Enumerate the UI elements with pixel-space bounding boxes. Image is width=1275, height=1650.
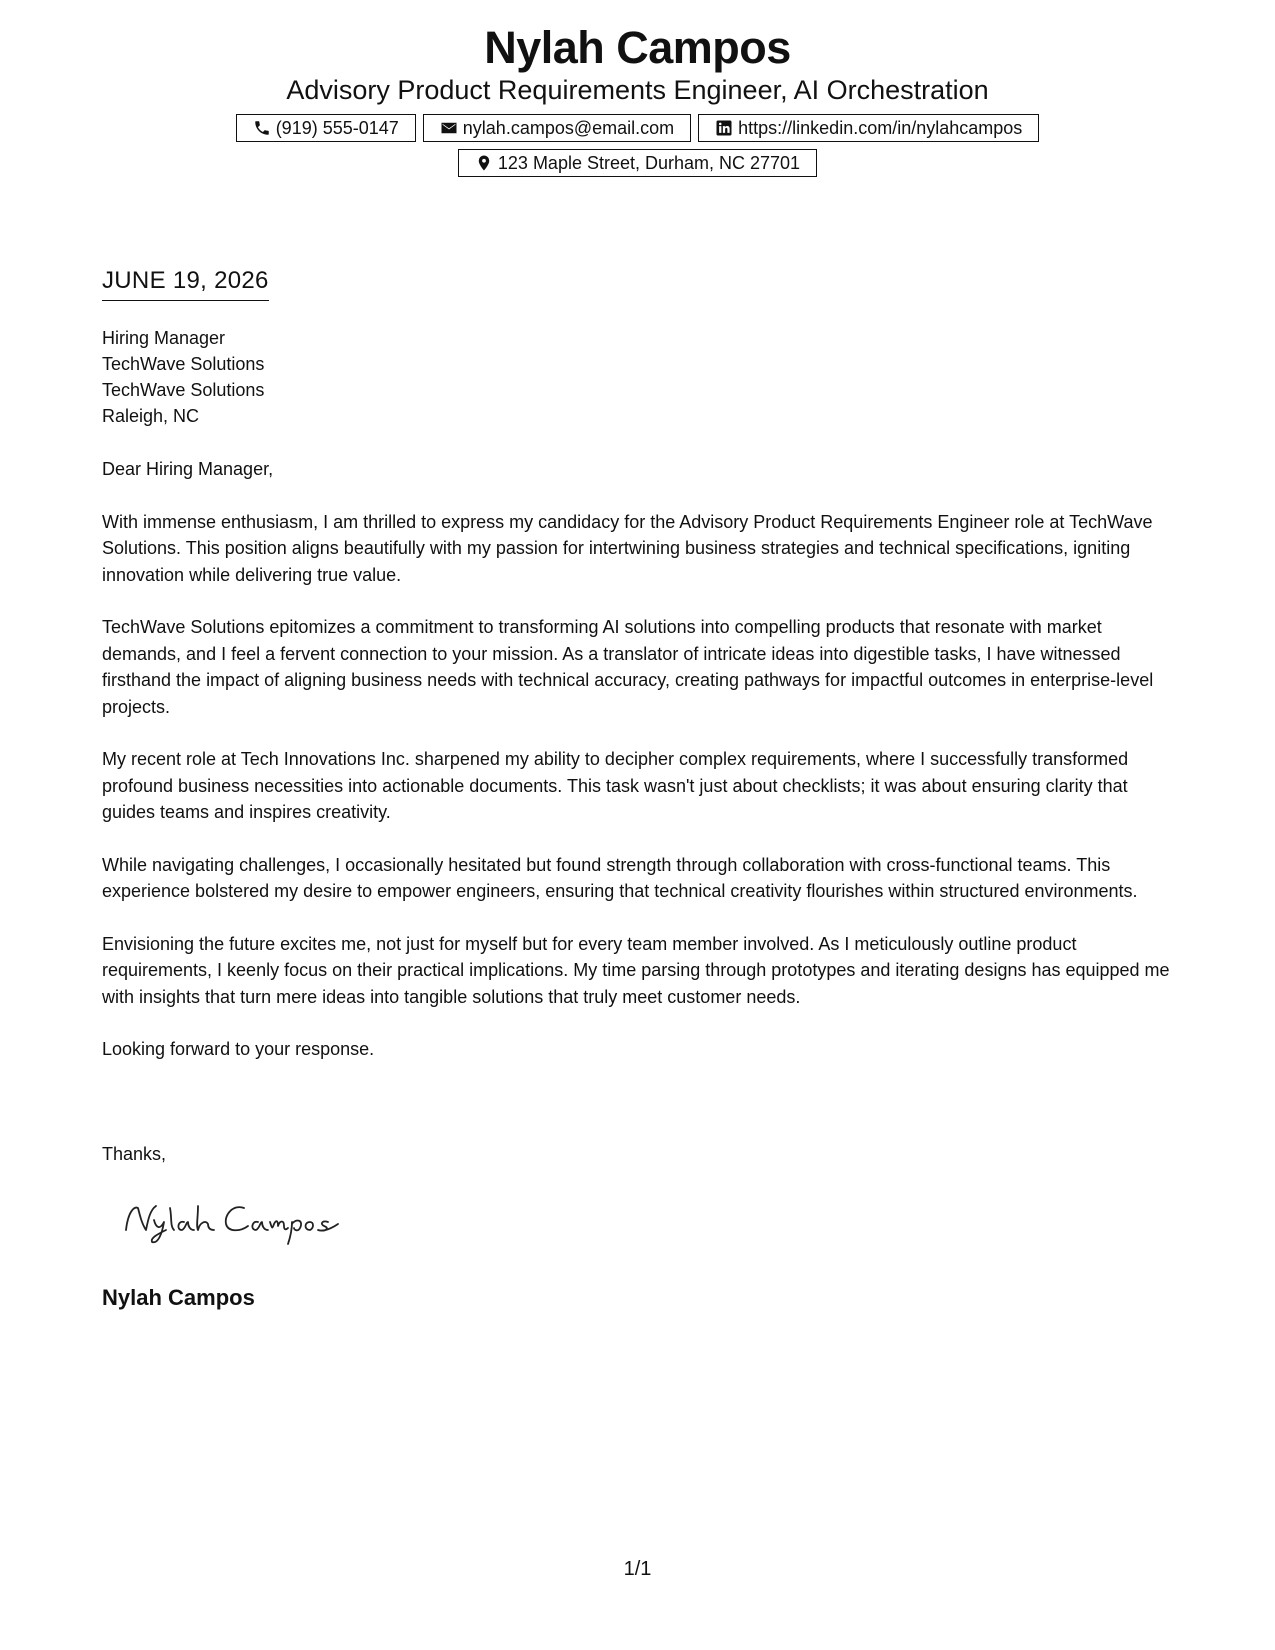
address-chip (458, 149, 817, 177)
body-paragraph: While navigating challenges, I occasionally hesitated but found strength through collaboration with cross-functional teams. This experience bolstered my desire to empower engineers, ensuring that technical creativity flourishes within structured environments. (102, 854, 1138, 901)
recipient-block (102, 325, 264, 429)
body-paragraph: With immense enthusiasm, I am thrilled to express my candidacy for the Advisory Product Requirements Engineer role at TechWave Solutions. This position aligns beautifully with my passion for intertwining business strategies and technical specifications, igniting innovation while delivering true value. (102, 511, 1153, 585)
body-paragraph: Looking forward to your response. (102, 1039, 375, 1059)
signed-name: Nylah Campos (102, 1285, 255, 1310)
body-paragraph: TechWave Solutions epitomizes a commitment to transforming AI solutions into compelling products that resonate with market demands, and I feel a fervent connection to your mission. As a translator of intricate ideas into digestible tasks, I have witnessed firsthand the impact of aligning business needs with technical accuracy, creating pathways for impactful outcomes in enterprise-level projects. (102, 617, 1154, 717)
applicant-name: Nylah Campos (484, 22, 791, 73)
phone-icon (253, 119, 271, 137)
recipient-line: TechWave Solutions (102, 354, 265, 374)
recipient-line: Hiring Manager (102, 328, 226, 348)
applicant-title: Advisory Product Requirements Engineer, AI Orchestration (286, 75, 989, 105)
recipient-line: TechWave Solutions (102, 380, 265, 400)
body-paragraph: Envisioning the future excites me, not just for myself but for every team member involved. As I meticulously outline product requirements, I keenly focus on their practical implications. My time parsing through prototypes and iterating designs has equipped me with insights that turn mere ideas into tangible solutions that truly meet customer needs. (102, 933, 1170, 1007)
linkedin-chip (698, 114, 1039, 142)
closing: Thanks, (102, 1144, 167, 1164)
letter-body (102, 456, 1182, 1089)
letter-date: JUNE 19, 2026 (102, 266, 269, 301)
page-number: 1/1 (623, 1558, 652, 1580)
contact-row-address (0, 149, 1275, 177)
address-text: 123 Maple Street, Durham, NC 27701 (497, 153, 801, 173)
map-pin-icon (475, 154, 493, 172)
email-chip (423, 114, 691, 142)
letter-header (0, 22, 1275, 177)
email-text: nylah.campos@email.com (462, 118, 675, 138)
handwritten-signature (118, 1190, 348, 1250)
salutation: Dear Hiring Manager, (102, 459, 274, 479)
envelope-icon (440, 119, 458, 137)
phone-chip (236, 114, 416, 142)
linkedin-text: https://linkedin.com/in/nylahcampos (738, 118, 1023, 138)
body-paragraph: My recent role at Tech Innovations Inc. sharpened my ability to decipher complex requirements, where I successfully transformed profound business necessities into actionable documents. This task wasn't just about checklists; it was about ensuring clarity that guides teams and inspires creativity. (102, 749, 1129, 822)
recipient-line: Raleigh, NC (102, 406, 200, 426)
contact-row (0, 114, 1275, 142)
phone-text: (919) 555-0147 (275, 118, 399, 138)
linkedin-icon (715, 119, 733, 137)
